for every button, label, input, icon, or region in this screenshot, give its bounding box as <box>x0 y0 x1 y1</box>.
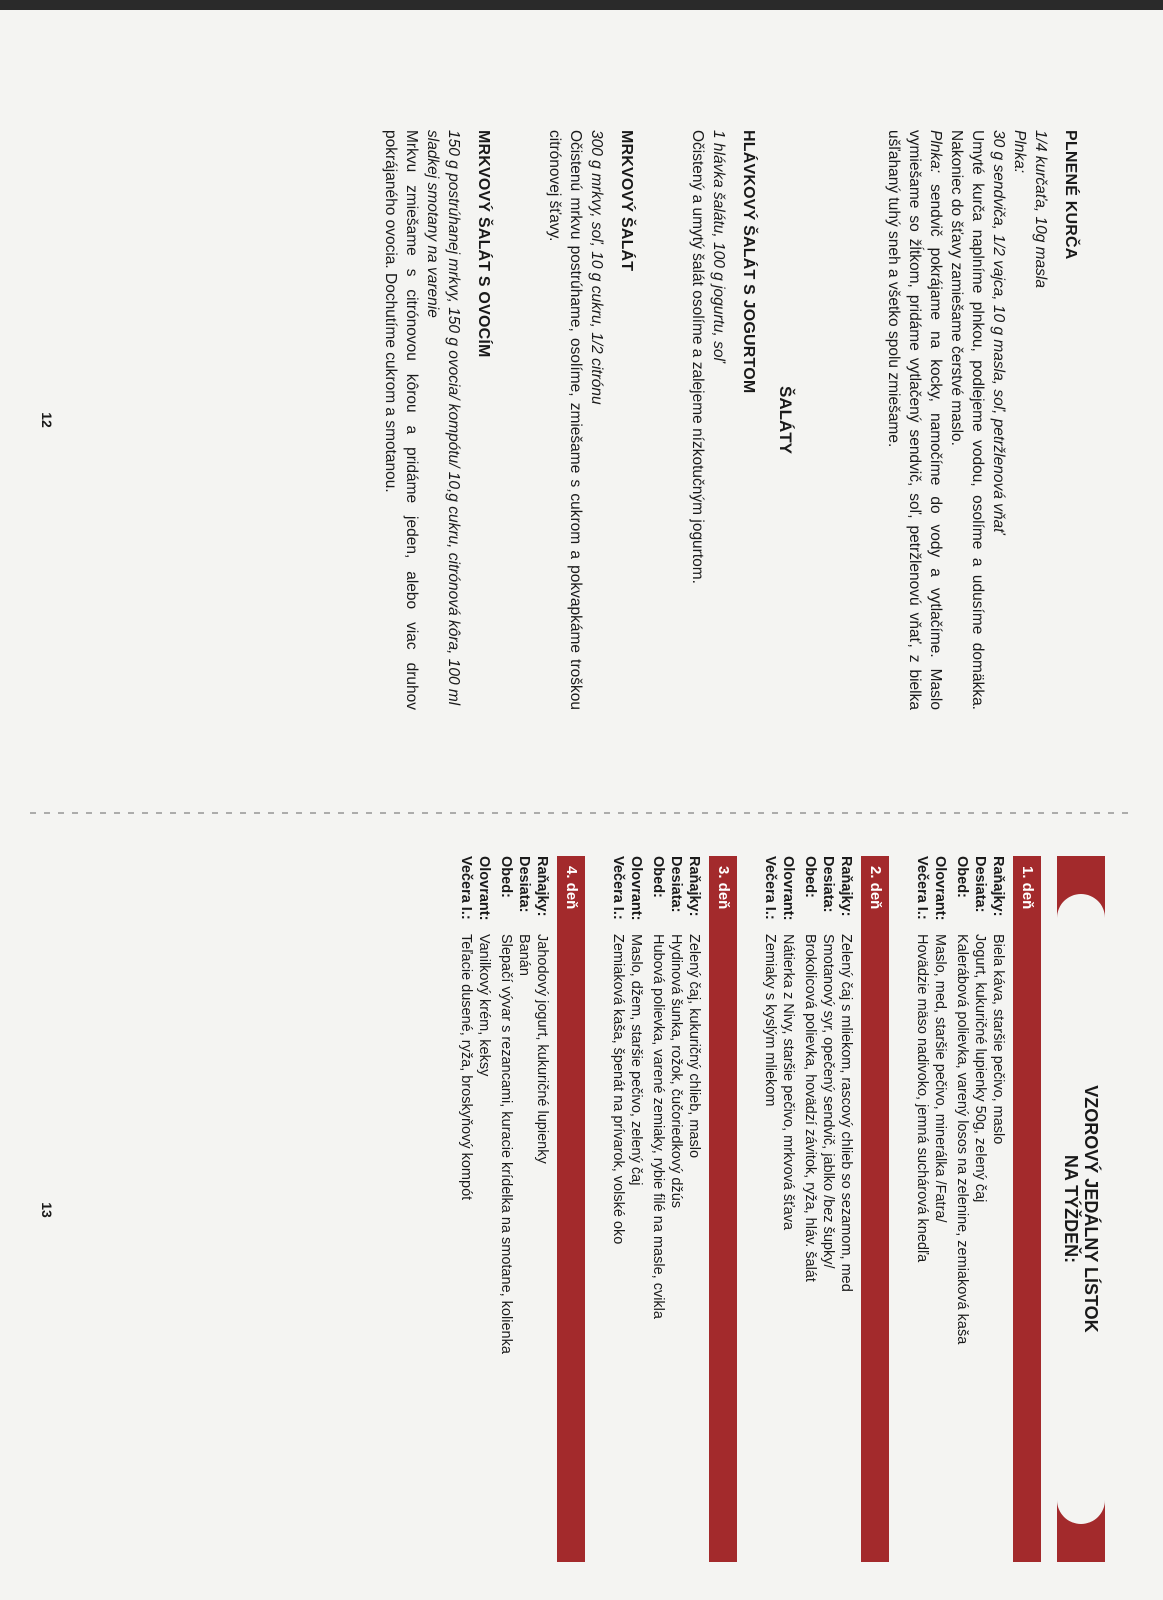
meal-row <box>533 856 551 1562</box>
meal-row <box>819 856 837 1562</box>
meal-text: Slepačí vývar s rezancami, kuracie krídelka na smotane, kolienka <box>498 934 514 1354</box>
meal-row <box>989 856 1007 1562</box>
ingredients-line: 30 g sendviča, 1/2 vajca, 10 g masla, soľ, petržlenová vňať <box>990 130 1007 534</box>
meal-label: Raňajky: <box>990 856 1006 917</box>
page-number: 13 <box>39 1202 55 1218</box>
meal-label: Desiata: <box>668 856 684 913</box>
meal-text: Zemiaky s kyslým mliekom <box>762 934 778 1107</box>
meal-label: Desiata: <box>516 856 532 913</box>
meal-text: Jogurt, kukuričné lupienky 50g, zelený čaj <box>972 934 988 1203</box>
day-sections <box>457 840 1041 1580</box>
recipe-method: Očistenú mrkvu postrúhame, osolíme, zmiešame s cukrom a pokvapkáme troškou citrónovej šťavy. <box>546 130 584 710</box>
recipe-method: Umyté kurča naplníme plnkou, podlejeme vodou, osolíme a udusíme domäkka. Nakoniec do šťavy zamiešame čerstvé maslo. <box>948 130 986 710</box>
meal-row <box>779 856 797 1562</box>
meal-label: Desiata: <box>972 856 988 913</box>
recipe-title-plnene-kurca: PLNENÉ KURČA <box>1062 130 1079 260</box>
meal-row <box>515 856 533 1562</box>
meal-label: Olovrant: <box>932 856 948 921</box>
day-title: 4. deň <box>557 856 585 1562</box>
meal-text: Jahodový jogurt, kukuričné lupienky <box>534 934 550 1164</box>
recipe-title-mrkvovy-ovocim: MRKVOVÝ ŠALÁT S OVOCÍM <box>475 130 492 358</box>
meal-text: Vanilkový krém, keksy <box>476 934 492 1077</box>
ingredients-line: 1/4 kurčaťa, 10g masla <box>1032 130 1049 288</box>
section-title-salaty: ŠALÁTY <box>776 386 795 454</box>
ingredients-line: 1 hlávka šalátu, 100 g jogurtu, soľ <box>710 130 727 362</box>
meal-label: Večera I.: <box>762 856 778 920</box>
menu-subtitle: NA TÝŽDEŇ: <box>1061 1154 1081 1264</box>
meal-label: Obed: <box>650 856 666 898</box>
recipe-method: Mrkvu zmiešame s citrónovou kôrou a pridáme jeden, alebo viac druhov pokrájaného ovocia. Dochutíme cukrom a smotanou. <box>382 130 420 710</box>
meal-text: Maslo, džem, staršie pečivo, zelený čaj <box>628 934 644 1186</box>
meal-text: Hydinová šunka, rožok, čučoriedkový džús <box>668 934 684 1209</box>
meal-label: Večera I.: <box>610 856 626 920</box>
meal-label: Raňajky: <box>686 856 702 917</box>
meal-text: Zemiaková kaša, špenát na prívarok, volské oko <box>610 934 626 1245</box>
meal-label: Olovrant: <box>628 856 644 921</box>
meal-text: Zelený čaj, kukuričný chlieb, maslo <box>686 934 702 1159</box>
meal-label: Raňajky: <box>838 856 854 917</box>
meal-row <box>685 856 703 1562</box>
meal-list <box>609 856 703 1562</box>
meal-label: Obed: <box>498 856 514 898</box>
meal-list <box>913 856 1007 1562</box>
meal-row <box>649 856 667 1562</box>
meal-row <box>667 856 685 1562</box>
ingredients-line: 150 g postrúhanej mrkvy, 150 g ovocia/ kompótu/ 10,g cukru, citrónová kôra, 100 ml sladkej smotany na varenie <box>424 130 462 706</box>
meal-row <box>761 856 779 1562</box>
meal-text: Banán <box>516 934 532 976</box>
meal-label: Večera I.: <box>914 856 930 920</box>
day-section <box>457 840 585 1580</box>
meal-label: Večera I.: <box>458 856 474 920</box>
page-number: 12 <box>39 412 55 428</box>
ingredients-line: Plnka: <box>1011 130 1028 174</box>
meal-row <box>457 856 475 1562</box>
meal-text: Brokolicová polievka, hovädzí závitok, ryža, hláv. šalát <box>802 934 818 1282</box>
recipe-method <box>883 130 946 710</box>
meal-row <box>627 856 645 1562</box>
meal-row <box>931 856 949 1562</box>
meal-label: Raňajky: <box>534 856 550 917</box>
meal-row <box>801 856 819 1562</box>
recipe-title-hlavkovy: HLÁVKOVÝ ŠALÁT S JOGURTOM <box>740 130 757 394</box>
meal-text: Zelený čaj s mliekom, rascový chlieb so sezamom, med <box>838 934 854 1292</box>
page-13 <box>25 840 1105 1580</box>
recipe-title-mrkvovy: MRKVOVÝ ŠALÁT <box>618 130 635 272</box>
meal-label: Obed: <box>954 856 970 898</box>
meal-list <box>457 856 551 1562</box>
meal-label: Obed: <box>802 856 818 898</box>
day-section <box>761 840 889 1580</box>
meal-label: Olovrant: <box>780 856 796 921</box>
day-title: 2. deň <box>861 856 889 1562</box>
meal-text: Biela káva, staršie pečivo, maslo <box>990 934 1006 1145</box>
meal-text: Teľacie dusené, ryža, broskyňový kompót <box>458 934 474 1201</box>
meal-text: Kalerábová polievka, varený losos na zelenine, zemiaková kaša <box>954 934 970 1345</box>
day-section <box>609 840 737 1580</box>
plnka-method: sendvič pokrájame na kocky, namočíme do vody a vytlačíme. Maslo vymiešame so žĺtkom, pridáme vytlačený sendvič, soľ, petržlenovú vňať, z bielka ušľahaný tuhý sneh a všetko spolu zmiešame. <box>885 130 944 710</box>
ingredients-line: 300 g mrkvy, soľ, 10 g cukru, 1/2 citrónu <box>588 130 605 405</box>
page-12 <box>25 40 1105 800</box>
meal-row <box>971 856 989 1562</box>
meal-row <box>913 856 931 1562</box>
day-title: 1. deň <box>1013 856 1041 1562</box>
meal-text: Smotanový syr, opečený sendvič, jablko /bez šupky/ <box>820 934 836 1269</box>
meal-text: Hovädzie mäso nadivoko, jemná suchárová knedľa <box>914 934 930 1263</box>
meal-label: Desiata: <box>820 856 836 913</box>
meal-row <box>953 856 971 1562</box>
meal-row <box>837 856 855 1562</box>
page-fold <box>30 812 1135 814</box>
day-title: 3. deň <box>709 856 737 1562</box>
meal-list <box>761 856 855 1562</box>
day-section <box>913 840 1041 1580</box>
meal-row <box>475 856 493 1562</box>
menu-banner <box>1057 856 1105 1562</box>
meal-text: Hubová polievka, varené zemiaky, rybie filé na masle, cvikla <box>650 934 666 1319</box>
meal-label: Olovrant: <box>476 856 492 921</box>
meal-row <box>609 856 627 1562</box>
recipe-method: Očistený a umytý šalát osolíme a zalejeme nízkotučným jogurtom. <box>689 130 706 584</box>
meal-text: Maslo, med, staršie pečivo, minerálka /Fatra/ <box>932 934 948 1223</box>
menu-title: VZOROVÝ JEDÁLNY LÍSTOK <box>1081 1085 1101 1333</box>
scanner-edge <box>0 0 1163 10</box>
meal-text: Nátierka z Nivy, staršie pečivo, mrkvová šťava <box>780 934 796 1231</box>
plnka-label: Plnka: <box>927 130 944 174</box>
meal-row <box>497 856 515 1562</box>
